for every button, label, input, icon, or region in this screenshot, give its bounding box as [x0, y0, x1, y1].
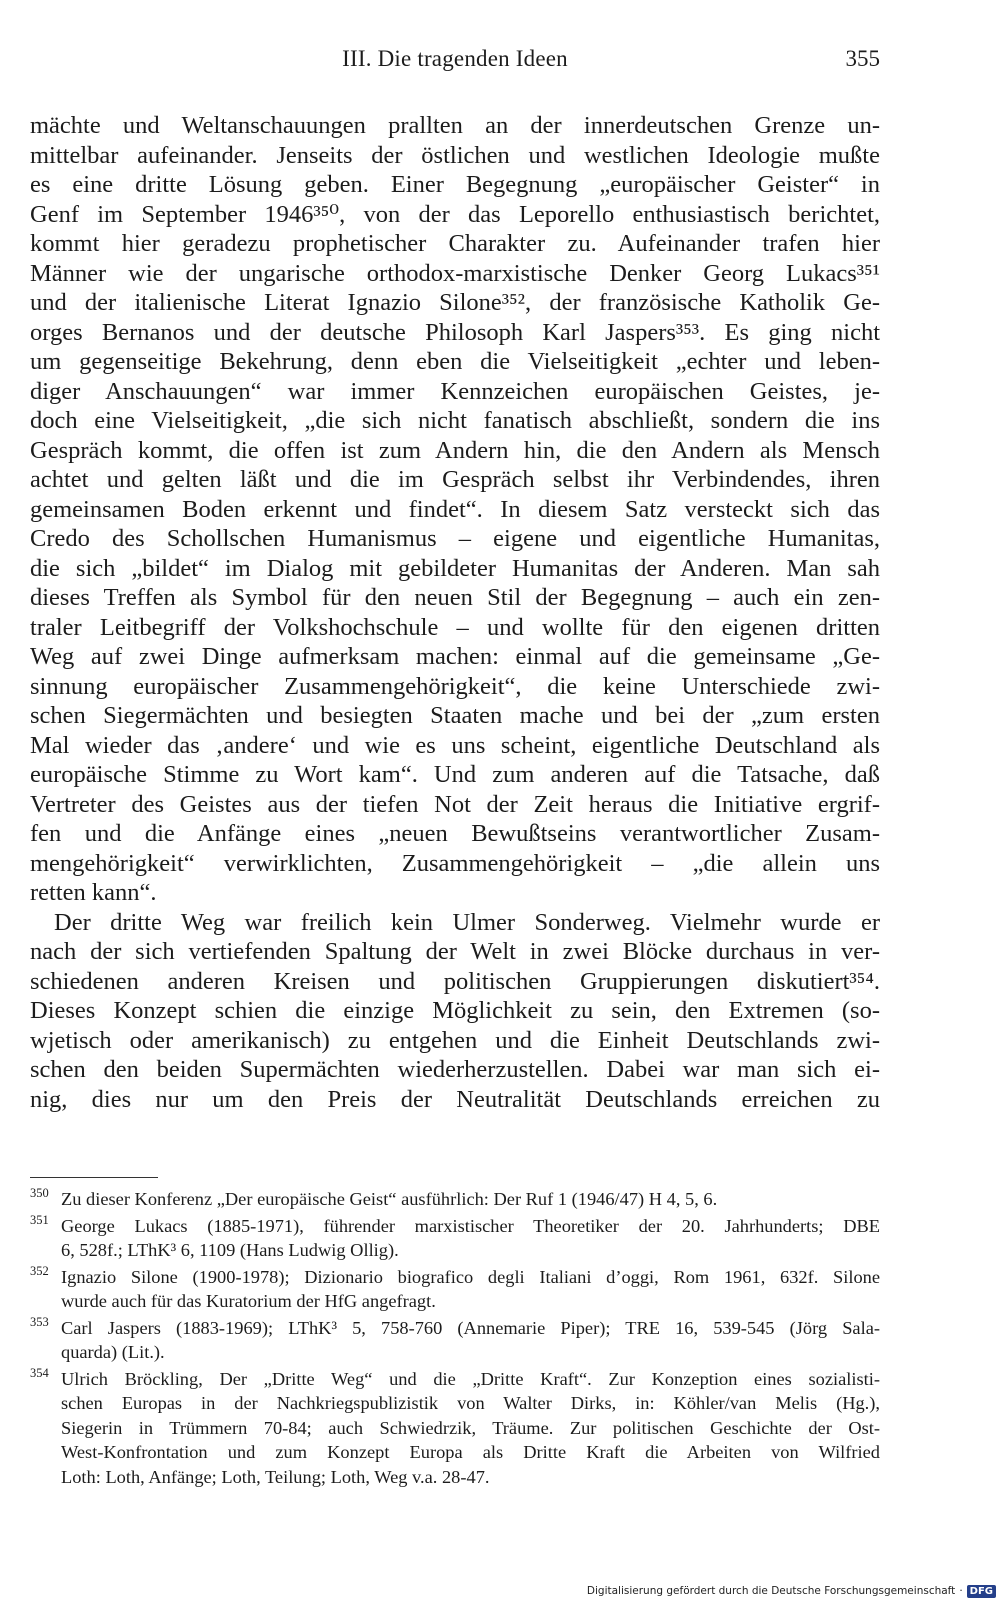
footnote-line: West-Konfrontation und zum Konzept Europa als Dritte Kraft die Arbeiten von Wilfried	[61, 1442, 880, 1462]
footnote-line: George Lukacs (1885-1971), führender marxistischer Theoretiker der 20. Jahrhunderts; DBE	[61, 1215, 880, 1236]
digitization-credit: Digitalisierung gefördert durch die Deutsche Forschungsgemeinschaft · DFG	[587, 1582, 996, 1600]
body-line: doch eine Vielseitigkeit, „die sich nicht fanatisch abschließt, sondern die ins	[30, 407, 880, 434]
footnote-number: 351	[30, 1212, 49, 1227]
footnote-line: Siegerin in Trümmern 70-84; auch Schwiedrzik, Träume. Zur politischen Geschichte der Ost-	[61, 1417, 880, 1438]
body-line: schen Siegermächten und besiegten Staaten mache und bei der „zum ersten	[30, 702, 880, 729]
body-line: diger Anschauungen“ war immer Kennzeichen europäischen Geistes, je-	[30, 377, 880, 405]
body-line: Genf im September 1946³⁵⁰, von der das Leporello enthusiastisch berichtet,	[30, 200, 880, 228]
body-line: um gegenseitige Bekehrung, denn eben die Vielseitigkeit „echter und leben-	[30, 348, 880, 375]
footnote-352	[30, 1265, 880, 1314]
body-line: nig, dies nur um den Preis der Neutralität Deutschlands erreichen zu	[30, 1085, 880, 1113]
running-title: III. Die tragenden Ideen	[342, 46, 568, 71]
credit-text: Digitalisierung gefördert durch die Deutsche Forschungsgemeinschaft	[586, 1585, 956, 1597]
body-line: Gespräch kommt, die offen ist zum Andern hin, die den Andern als Mensch	[30, 436, 880, 464]
footnote-line: schen Europas in der Nachkriegspublizistik von Walter Dirks, in: Köhler/van Melis (Hg.),	[61, 1393, 880, 1413]
footnote-line: Loth: Loth, Anfänge; Loth, Teilung; Loth, Weg v.a. 28-47.	[61, 1466, 490, 1487]
body-line: europäische Stimme zu Wort kam“. Und zum anderen auf die Tatsache, daß	[30, 761, 880, 788]
footnote-number: 354	[30, 1365, 49, 1380]
footnote-line: Zu dieser Konferenz „Der europäische Geist“ ausführlich: Der Ruf 1 (1946/47) H 4, 5, 6.	[61, 1189, 718, 1209]
footnote-line: wurde auch für das Kuratorium der HfG angefragt.	[61, 1291, 436, 1311]
body-line: Vertreter des Geistes aus der tiefen Not der Zeit heraus die Initiative ergrif-	[30, 790, 880, 818]
page-number: 355	[845, 46, 880, 71]
body-line: die sich „bildet“ im Dialog mit gebildeter Humanitas der Anderen. Man sah	[30, 554, 880, 582]
body-line: Credo des Schollschen Humanismus – eigene und eigentliche Humanitas,	[30, 525, 880, 552]
body-text	[30, 111, 880, 1114]
body-line: sinnung europäischer Zusammengehörigkeit“, die keine Unterschiede zwi-	[30, 672, 880, 700]
footnote-number: 350	[30, 1186, 49, 1200]
body-line: mittelbar aufeinander. Jenseits der östlichen und westlichen Ideologie mußte	[30, 141, 880, 169]
footnote-353	[30, 1316, 880, 1365]
footnote-351	[30, 1214, 880, 1263]
body-line: Mal wieder das ‚andere‘ und wie es uns scheint, eigentliche Deutschland als	[30, 731, 880, 759]
body-line: es eine dritte Lösung geben. Einer Begegnung „europäischer Geister“ in	[30, 171, 880, 198]
footnote-number: 352	[30, 1263, 49, 1278]
body-line: fen und die Anfänge eines „neuen Bewußtseins verantwortlicher Zusam-	[30, 820, 880, 847]
body-line: retten kann“.	[30, 879, 157, 906]
footnote-number: 353	[30, 1314, 49, 1329]
page-header	[30, 46, 880, 80]
body-line: wjetisch oder amerikanisch) zu entgehen und die Einheit Deutschlands zwi-	[30, 1026, 880, 1054]
dfg-logo: DFG	[967, 1585, 996, 1598]
footnotes	[30, 1187, 880, 1491]
body-line: mengehörigkeit“ verwirklichten, Zusammengehörigkeit – „die allein uns	[30, 849, 880, 877]
body-line: schiedenen anderen Kreisen und politischen Gruppierungen diskutiert³⁵⁴.	[30, 967, 880, 995]
body-line: Dieses Konzept schien die einzige Möglichkeit zu sein, den Extremen (so-	[30, 997, 880, 1024]
footnote-line: quarda) (Lit.).	[61, 1342, 165, 1362]
body-line: dieses Treffen als Symbol für den neuen Stil der Begegnung – auch ein zen-	[30, 584, 880, 611]
footnote-line: Ulrich Bröckling, Der „Dritte Weg“ und die „Dritte Kraft“. Zur Konzeption eines sozialisti-	[61, 1368, 880, 1389]
body-line: schen den beiden Supermächten wiederherzustellen. Dabei war man sich ei-	[30, 1056, 880, 1083]
body-line: orges Bernanos und der deutsche Philosoph Karl Jaspers³⁵³. Es ging nicht	[30, 318, 880, 346]
body-line: und der italienische Literat Ignazio Silone³⁵², der französische Katholik Ge-	[30, 289, 880, 316]
body-line: gemeinsamen Boden erkennt und findet“. In diesem Satz versteckt sich das	[30, 495, 880, 523]
body-line: Männer wie der ungarische orthodox-marxistische Denker Georg Lukacs³⁵¹	[30, 259, 880, 287]
body-line: traler Leitbegriff der Volkshochschule – und wollte für den eigenen dritten	[30, 613, 880, 641]
paragraph-first-line: Der dritte Weg war freilich kein Ulmer Sonderweg. Vielmehr wurde er	[54, 908, 880, 936]
body-line: mächte und Weltanschauungen prallten an der innerdeutschen Grenze un-	[30, 112, 880, 139]
footnote-line: Carl Jaspers (1883-1969); LThK³ 5, 758-760 (Annemarie Piper); TRE 16, 539-545 (Jörg Sala-	[61, 1317, 880, 1338]
body-line: nach der sich vertiefenden Spaltung der Welt in zwei Blöcke durchaus in ver-	[30, 938, 880, 965]
footnote-line: Ignazio Silone (1900-1978); Dizionario biografico degli Italiani d’oggi, Rom 1961, 632f. Silone	[61, 1266, 880, 1287]
body-line: achtet und gelten läßt und die im Gespräch selbst ihr Verbindendes, ihren	[30, 466, 880, 493]
footnote-350	[30, 1187, 880, 1212]
body-line: Weg auf zwei Dinge aufmerksam machen: einmal auf die gemeinsame „Ge-	[30, 643, 880, 670]
footnote-line: 6, 528f.; LThK³ 6, 1109 (Hans Ludwig Ollig).	[61, 1240, 399, 1260]
body-line: kommt hier geradezu prophetischer Charakter zu. Aufeinander trafen hier	[30, 230, 880, 257]
footnote-354	[30, 1367, 880, 1490]
footnote-separator	[30, 1177, 158, 1178]
